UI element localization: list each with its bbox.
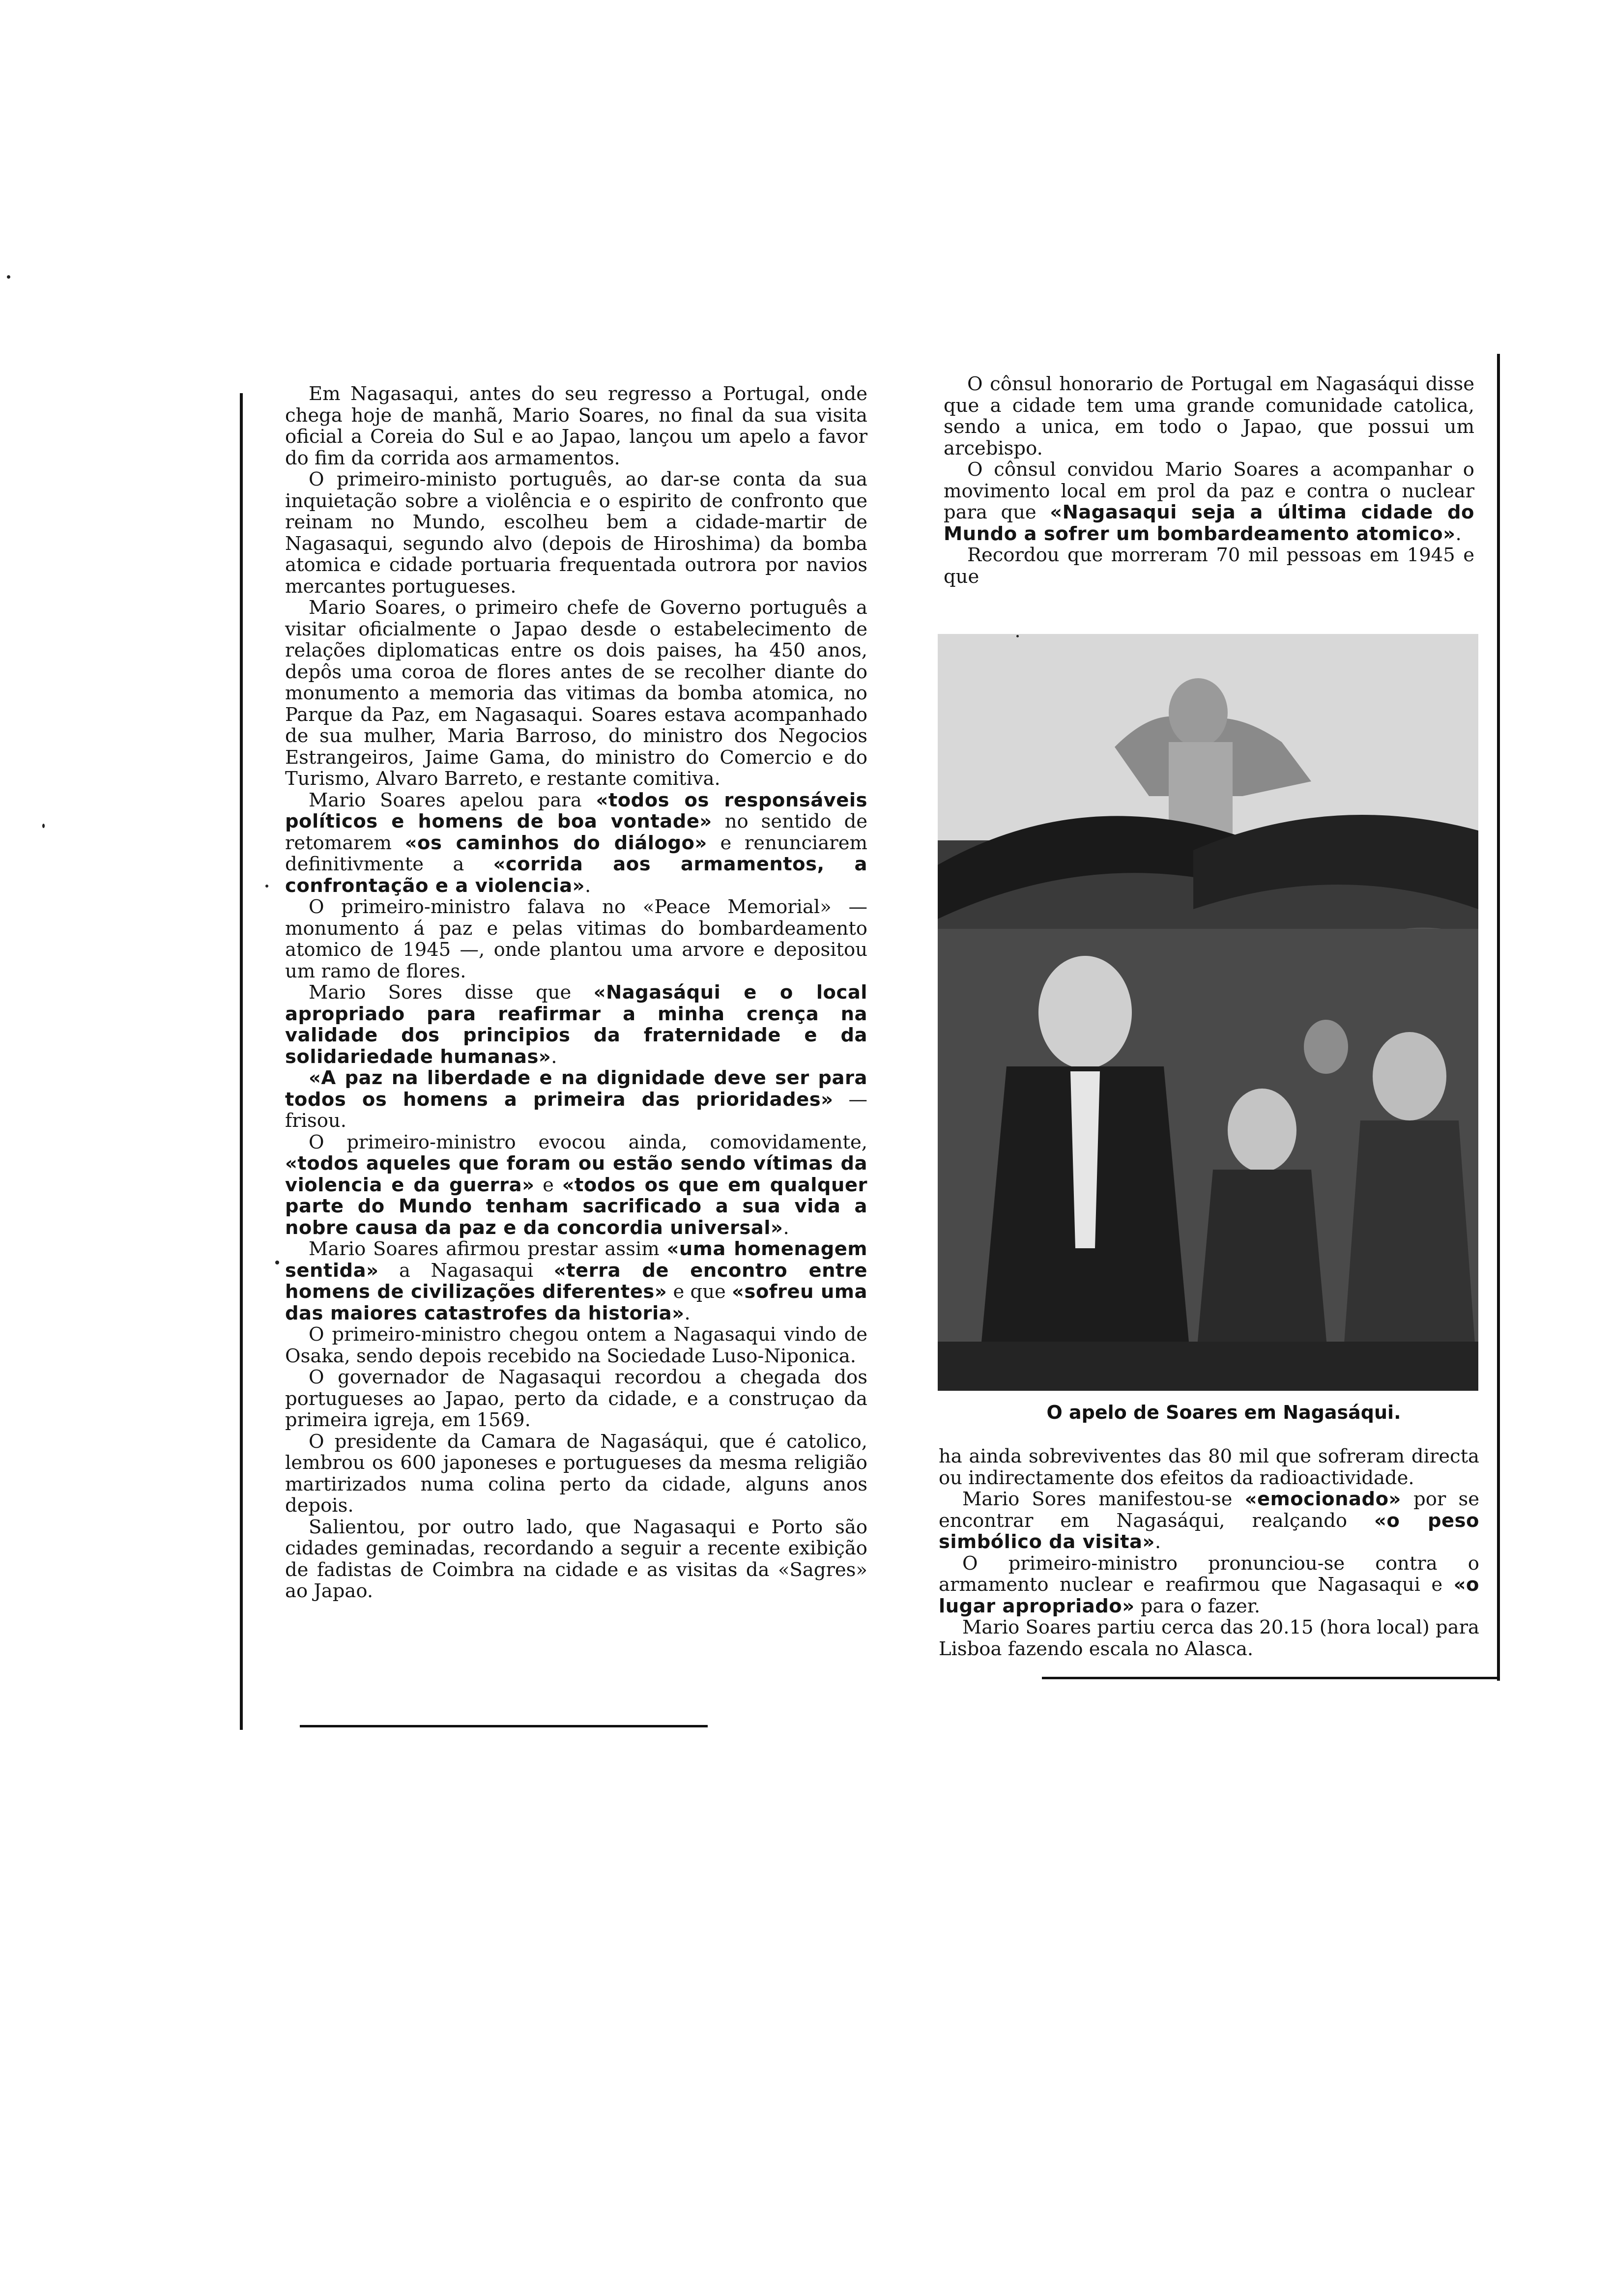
paragraph-text: O primeiro-ministo português, ao dar-se conta da sua inquietação sobre a violência e o espirito de confronto que reinam no Mundo, escolheu bem a cidade-martir de Nagasaqui, segundo alvo (depois de Hiroshima) da bomba atomica e cidade portuaria frequentada outrora por navios mercantes portugueses. [285, 468, 867, 598]
article-paragraph [285, 790, 867, 897]
article-paragraph [944, 545, 1474, 587]
paragraph-text: ha ainda sobreviventes das 80 mil que sofreram directa ou indirectamente dos efeitos da radioactividade. [939, 1445, 1479, 1489]
paragraph-text: . [1154, 1531, 1161, 1553]
article-left-column [285, 383, 867, 1602]
paragraph-text: O presidente da Camara de Nagasáqui, que é catolico, lembrou os 600 japoneses e portugueses da mesma religião martirizados numa colina perto da cidade, alguns anos depois. [285, 1430, 867, 1517]
paragraph-text: Mario Soares partiu cerca das 20.15 (hora local) para Lisboa fazendo escala no Alasca. [939, 1616, 1479, 1660]
article-paragraph [285, 469, 867, 597]
news-photo [938, 634, 1478, 1391]
paragraph-text: por se encontrar em Nagasáqui, realçando [939, 1488, 1479, 1532]
paragraph-text: — frisou. [285, 1088, 867, 1132]
paragraph-text: O primeiro-ministro falava no «Peace Memorial» — monumento á paz e pelas vitimas do bombardeamento atomico de 1945 —, onde plantou uma arvore e depositou um ramo de flores. [285, 896, 867, 982]
paragraph-text: O primeiro-ministro chegou ontem a Nagasaqui vindo de Osaka, sendo depois recebido na Sociedade Luso-Niponica. [285, 1323, 867, 1367]
scan-speck [7, 275, 10, 279]
article-paragraph [939, 1553, 1479, 1617]
paragraph-text: Mario Soares, o primeiro chefe de Governo português a visitar oficialmente o Japao desde o estabelecimento de relações diplomaticas entre os dois paises, ha 450 anos, depôs uma coroa de flores antes de se recolher diante do monumento a memoria das vitimas da bomba atomica, no Parque da Paz, em Nagasaqui. Soares estava acompanhado de sua mulher, Maria Barroso, do ministro dos Negocios Estrangeiros, Jaime Gama, do ministro do Comercio e do Turismo, Alvaro Barreto, e restante comitiva. [285, 597, 867, 790]
scan-speck [275, 1261, 279, 1264]
paragraph-text: e [534, 1174, 562, 1196]
article-paragraph [285, 982, 867, 1067]
article-paragraph [285, 1132, 867, 1239]
photo-illustration [938, 634, 1478, 1391]
paragraph-text: . [684, 1302, 691, 1324]
scan-speck [1016, 635, 1019, 637]
bold-quote: «Nagasaqui seja a última cidade do Mundo a sofrer um bombardeamento atomico» [944, 501, 1474, 545]
paragraph-text: . [783, 1216, 789, 1239]
bold-quote: «todos os que em qualquer parte do Mundo tenham sacrificado a sua vida a nobre causa da paz e da concordia universal» [285, 1174, 867, 1239]
article-paragraph [285, 1517, 867, 1602]
bold-quote: «os caminhos do diálogo» [404, 832, 707, 854]
paragraph-text: para o fazer. [1134, 1595, 1261, 1617]
paragraph-text: O cônsul honorario de Portugal em Nagasáqui disse que a cidade tem uma grande comunidade catolica, sendo a unica, em todo o Japao, que possui um arcebispo. [944, 373, 1474, 459]
photo-caption: O apelo de Soares em Nagasáqui. [1046, 1402, 1401, 1423]
scan-speck [265, 885, 268, 888]
article-paragraph [939, 1489, 1479, 1553]
clipping-left-border [240, 393, 243, 1730]
bold-quote: «terra de encontro entre homens de civilizações diferentes» [285, 1259, 867, 1303]
bold-quote: «o lugar apropriado» [939, 1574, 1479, 1617]
article-paragraph [285, 896, 867, 982]
article-paragraph [285, 1431, 867, 1517]
paragraph-text: Recordou que morreram 70 mil pessoas em 1945 e que [944, 544, 1474, 588]
article-paragraph [285, 1067, 867, 1132]
paragraph-text: . [1455, 522, 1462, 545]
clipping-bottom-rule-left [300, 1725, 708, 1727]
paragraph-text: no sentido de retomarem [285, 810, 867, 854]
paragraph-text: O primeiro-ministro pronunciou-se contra o armamento nuclear e reafirmou que Nagasaqui e [939, 1552, 1479, 1596]
bold-quote: «todos aqueles que foram ou estão sendo vítimas da violencia e da guerra» [285, 1152, 867, 1196]
bold-quote: «o peso simbólico da visita» [939, 1509, 1479, 1553]
paragraph-text: Mario Soares afirmou prestar assim [309, 1238, 667, 1260]
article-paragraph [939, 1617, 1479, 1660]
article-paragraph [939, 1446, 1479, 1489]
paragraph-text: . [585, 874, 591, 897]
article-paragraph [285, 1324, 867, 1367]
article-paragraph [285, 1238, 867, 1324]
paragraph-text: O primeiro-ministro evocou ainda, comovidamente, [309, 1131, 867, 1153]
paragraph-text: a Nagasaqui [378, 1259, 554, 1282]
paragraph-text: O governador de Nagasaqui recordou a chegada dos portugueses ao Japao, perto da cidade, e a construçao da primeira igreja, em 1569. [285, 1366, 867, 1431]
paragraph-text: Mario Sores manifestou-se [962, 1488, 1245, 1510]
bold-quote: «A paz na liberdade e na dignidade deve ser para todos os homens a primeira das prioridades» [285, 1067, 867, 1111]
clipping-bottom-rule-right [1042, 1677, 1497, 1679]
paragraph-text: Mario Soares apelou para [309, 789, 596, 811]
paragraph-text: O cônsul convidou Mario Soares a acompanhar o movimento local em prol da paz e contra o nuclear para que [944, 459, 1474, 523]
article-paragraph [944, 373, 1474, 459]
article-paragraph [285, 383, 867, 469]
article-paragraph [944, 459, 1474, 545]
paragraph-text: Salientou, por outro lado, que Nagasaqui e Porto são cidades geminadas, recordando a seguir a recente exibição de fadistas de Coimbra na cidade e as visitas da «Sagres» ao Japao. [285, 1516, 867, 1602]
paragraph-text: Em Nagasaqui, antes do seu regresso a Portugal, onde chega hoje de manhã, Mario Soares, no final da sua visita oficial a Coreia do Sul e ao Japao, lançou um apelo a favor do fim da corrida aos armamentos. [285, 383, 867, 469]
paragraph-text: e que [667, 1281, 732, 1303]
article-paragraph [285, 1367, 867, 1431]
clipping-right-border [1497, 354, 1500, 1681]
bold-quote: «uma homenagem sentida» [285, 1238, 867, 1282]
paragraph-text: Mario Sores disse que [309, 981, 594, 1004]
bold-quote: «corrida aos armamentos, a confrontação e a violencia» [285, 853, 868, 897]
paragraph-text: . [551, 1045, 557, 1068]
article-right-column-top [944, 373, 1474, 587]
paragraph-text: e renunciarem definitivmente a [285, 832, 867, 875]
bold-quote: «sofreu uma das maiores catastrofes da historia» [285, 1281, 867, 1324]
bold-quote: «todos os responsáveis políticos e homens de boa vontade» [285, 789, 867, 832]
article-paragraph [285, 597, 867, 790]
scan-speck [42, 824, 45, 828]
bold-quote: «emocionado» [1244, 1488, 1401, 1510]
bold-quote: «Nagasáqui e o local apropriado para reafirmar a minha crença na validade dos principios da fraternidade e da solidariedade humanas» [285, 981, 867, 1068]
article-right-column-bottom [939, 1446, 1479, 1660]
